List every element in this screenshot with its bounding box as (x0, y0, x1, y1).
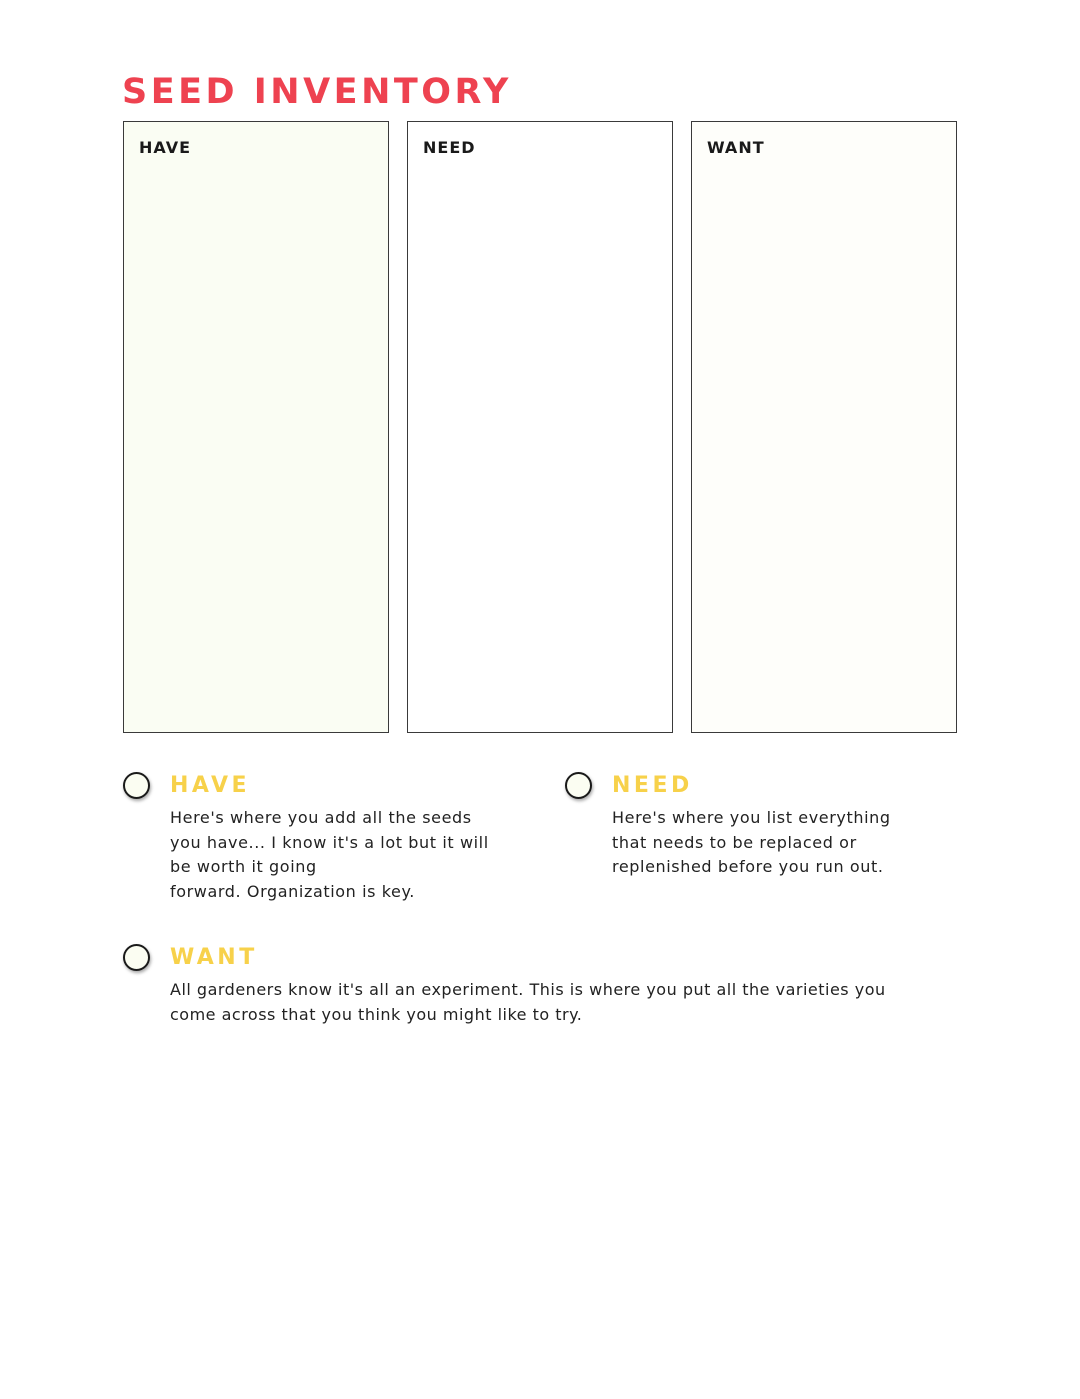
have-description-line: forward. Organization is key. (170, 881, 415, 901)
want-section-heading: WANT (170, 945, 258, 970)
need-description-line: replenished before you run out. (612, 857, 884, 876)
need-checkbox-circle-icon[interactable] (565, 772, 592, 799)
need-description-line: that needs to be replaced or (612, 832, 857, 852)
want-description-line: come across that you think you might like to try. (170, 1004, 583, 1024)
have-description-line: be worth it going (170, 857, 317, 876)
page-title: SEED INVENTORY (122, 72, 512, 112)
have-column-box[interactable] (123, 121, 389, 733)
want-column-box[interactable] (691, 121, 957, 733)
want-description-line: All gardeners know it's all an experiment. This is where you put all the varieties you (170, 980, 886, 999)
need-section-heading: NEED (612, 773, 693, 798)
have-column-label: HAVE (139, 138, 191, 157)
have-checkbox-circle-icon[interactable] (123, 772, 150, 799)
want-column-label: WANT (707, 138, 765, 157)
need-column-box[interactable] (407, 121, 673, 733)
want-section-description (170, 978, 886, 1027)
have-section-description (170, 806, 489, 904)
need-description-line: Here's where you list everything (612, 808, 891, 827)
want-checkbox-circle-icon[interactable] (123, 944, 150, 971)
need-section-description (612, 806, 891, 880)
have-description-line: Here's where you add all the seeds (170, 808, 472, 827)
need-column-label: NEED (423, 138, 476, 157)
have-section-heading: HAVE (170, 773, 250, 798)
have-description-line: you have... I know it's a lot but it will (170, 832, 489, 852)
